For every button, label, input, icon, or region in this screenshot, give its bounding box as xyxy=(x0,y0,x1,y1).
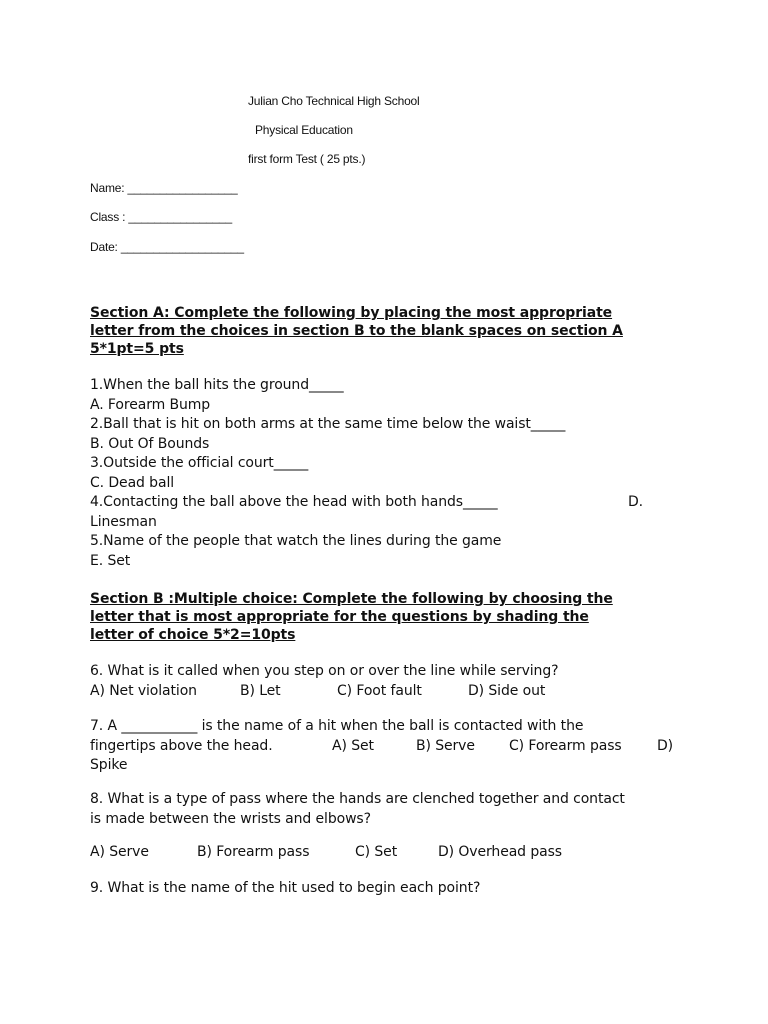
q7-option-c: C) Forearm pass xyxy=(509,737,622,754)
test-title: first form Test ( 25 pts.) xyxy=(248,152,366,166)
question-7-line-2 xyxy=(90,737,690,757)
question-7-line-1: 7. A ___________ is the name of a hit when the ball is contacted with the xyxy=(90,718,584,734)
section-b-heading xyxy=(90,590,690,644)
q6-option-c: C) Foot fault xyxy=(337,682,422,699)
section-a-heading xyxy=(90,304,690,358)
date-field: Date: ___________________ xyxy=(90,240,244,254)
choice-c: C. Dead ball xyxy=(90,474,175,491)
q6-option-d: D) Side out xyxy=(468,682,546,699)
name-field: Name: _________________ xyxy=(90,181,238,195)
q6-option-b: B) Let xyxy=(240,682,281,699)
section-a-body xyxy=(90,376,690,571)
question-6-text: 6. What is it called when you step on or over the line while serving? xyxy=(90,663,559,679)
section-a-heading-line: 5*1pt=5 pts xyxy=(90,341,184,357)
question-5: 5.Name of the people that watch the lines during the game xyxy=(90,533,502,549)
q7-option-b: B) Serve xyxy=(416,737,475,754)
q8-option-b: B) Forearm pass xyxy=(197,844,310,860)
question-8-line-1: 8. What is a type of pass where the hands are clenched together and contact xyxy=(90,791,625,807)
subject-title: Physical Education xyxy=(255,123,353,137)
q8-option-c: C) Set xyxy=(355,844,398,860)
class-field: Class : ________________ xyxy=(90,210,232,224)
question-7-line-3: Spike xyxy=(90,757,128,773)
question-8-line-2: is made between the wrists and elbows? xyxy=(90,810,371,827)
choice-a: A. Forearm Bump xyxy=(90,396,211,413)
choice-e: E. Set xyxy=(90,552,131,569)
question-8-options xyxy=(90,843,690,863)
question-1: 1.When the ball hits the ground_____ xyxy=(90,377,344,393)
q6-option-a: A) Net violation xyxy=(90,682,197,699)
question-3: 3.Outside the official court_____ xyxy=(90,455,309,471)
q7-option-a: A) Set xyxy=(332,737,374,754)
question-4-line xyxy=(90,493,690,513)
q8-option-a: A) Serve xyxy=(90,844,149,860)
section-b-heading-line: letter of choice 5*2=10pts xyxy=(90,627,296,643)
question-7 xyxy=(90,717,690,776)
section-a-heading-line: letter from the choices in section B to the blank spaces on section A xyxy=(90,323,623,339)
question-9-text: 9. What is the name of the hit used to begin each point? xyxy=(90,880,481,896)
question-8-options-line xyxy=(90,843,690,863)
question-2: 2.Ball that is hit on both arms at the same time below the waist_____ xyxy=(90,416,566,432)
question-6 xyxy=(90,662,690,701)
choice-d-text: Linesman xyxy=(90,513,157,530)
choice-b: B. Out Of Bounds xyxy=(90,435,210,452)
question-9 xyxy=(90,879,690,899)
section-b-heading-line: Section B :Multiple choice: Complete the following by choosing the xyxy=(90,591,613,607)
question-8 xyxy=(90,790,690,829)
section-b-heading-line: letter that is most appropriate for the questions by shading the xyxy=(90,609,589,625)
section-a-heading-line: Section A: Complete the following by placing the most appropriate xyxy=(90,305,613,321)
school-name: Julian Cho Technical High School xyxy=(248,94,420,108)
question-6-options xyxy=(90,682,690,702)
question-4: 4.Contacting the ball above the head with both hands_____ xyxy=(90,494,498,510)
choice-d-label: D. xyxy=(628,494,644,510)
q8-option-d: D) Overhead pass xyxy=(438,844,562,860)
q7-option-d: D) xyxy=(657,737,674,754)
question-7-text: fingertips above the head. xyxy=(90,737,273,754)
